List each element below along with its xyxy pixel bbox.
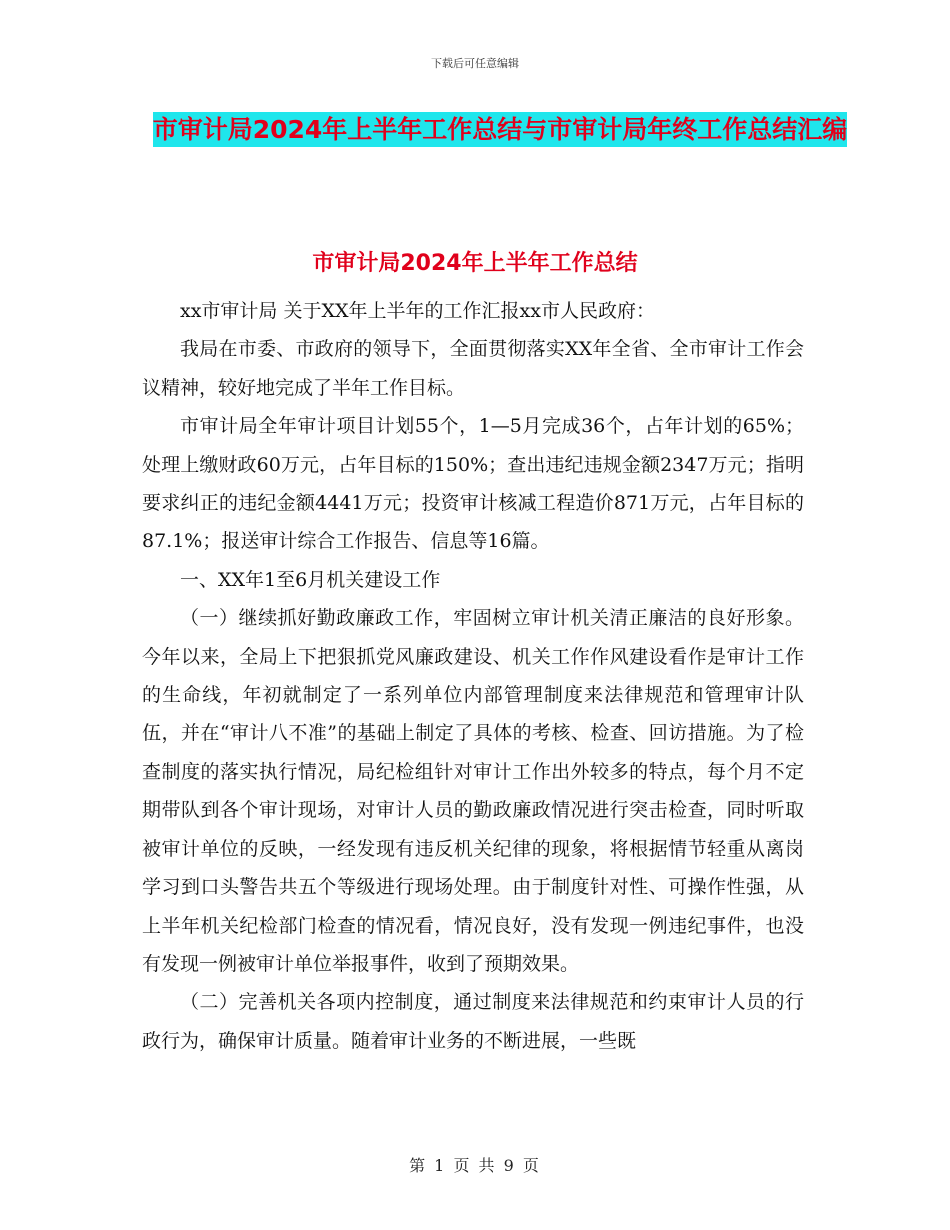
header-note: 下载后可任意编辑: [431, 57, 519, 70]
paragraph-heading-1: 一、XX年1至6月机关建设工作: [180, 568, 441, 591]
page-number: 第 1 页 共 9 页: [409, 1156, 541, 1175]
paragraph-integrity: （一）继续抓好勤政廉政工作，牢固树立审计机关清正廉洁的良好形象。今年以来，全局上下把狠抓党风廉政建设、机关工作作风建设看作是审计工作的生命线，年初就制定了一系列单位内部管理制度来法律规范和管理审计队伍，并在“审计八不准”的基础上制定了具体的考核、检查、回访措施。为了检查制度的落实执行情况，局纪检组针对审计工作出外较多的特点，每个月不定期带队到各个审计现场，对审计人员的勤政廉政情况进行突击检查，同时听取被审计单位的反映，一经发现有违反机关纪律的现象，将根据情节轻重从离岗学习到口头警告共五个等级进行现场处理。由于制度针对性、可操作性强，从上半年机关纪检部门检查的情况看，情况良好，没有发现一例违纪事件，也没有发现一例被审计单位举报事件，收到了预期效果。: [142, 607, 804, 975]
paragraph-internal-control: （二）完善机关各项内控制度，通过制度来法律规范和约束审计人员的行政行为，确保审计质量。随着审计业务的不断进展，一些既: [142, 991, 804, 1052]
section-title: 市审计局2024年上半年工作总结: [312, 251, 638, 276]
paragraph-salutation: xx市审计局 关于XX年上半年的工作汇报xx市人民政府：: [180, 300, 655, 322]
document-main-title: [140, 108, 860, 152]
document-body: [142, 292, 804, 1060]
main-title-text: 市审计局2024年上半年工作总结与市审计局年终工作总结汇编: [153, 112, 848, 147]
paragraph-intro: 我局在市委、市政府的领导下，全面贯彻落实XX年全省、全市审计工作会议精神，较好地完成了半年工作目标。: [142, 338, 804, 399]
paragraph-statistics: 市审计局全年审计项目计划55个，1—5月完成36个，占年计划的65%；处理上缴财政60万元，占年目标的150%；查出违纪违规金额2347万元；指明要求纠正的违纪金额4441万元；投资审计核减工程造价871万元，占年目标的87.1%；报送审计综合工作报告、信息等16篇。: [142, 415, 804, 553]
